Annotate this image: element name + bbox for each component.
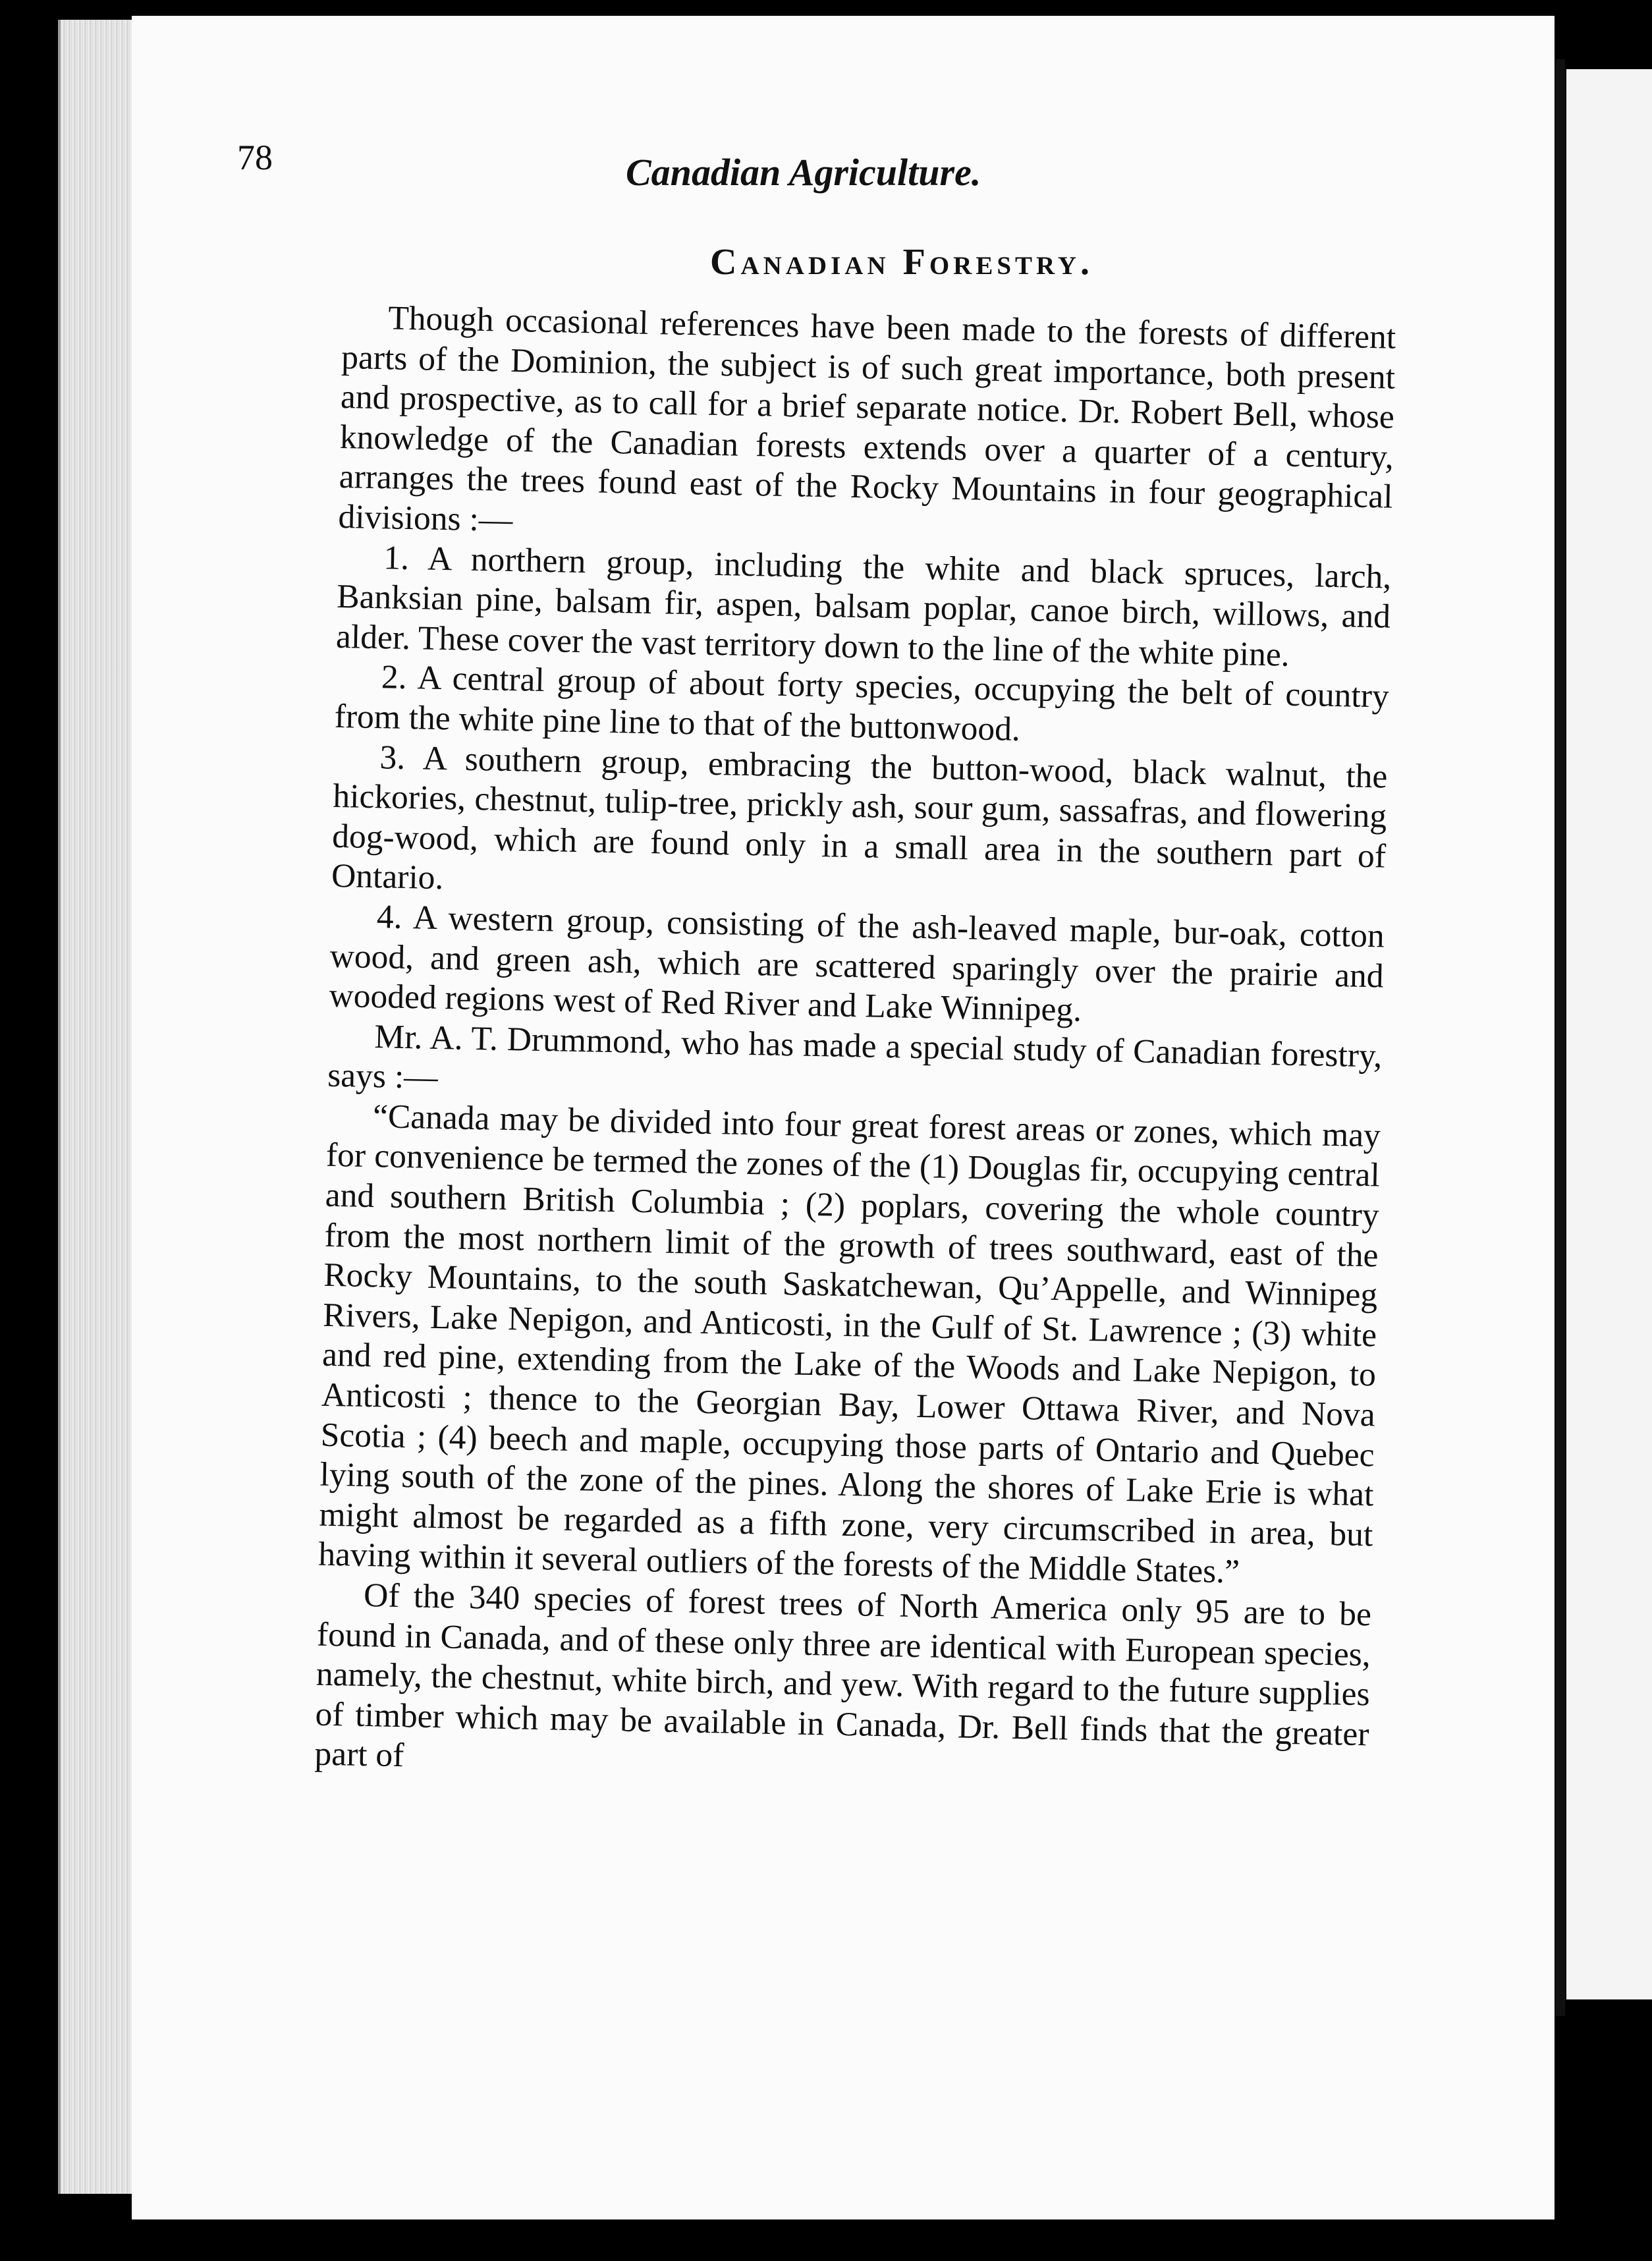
paragraph-species: Of the 340 species of forest trees of North America only 95 are to be found in Canada, and of these only three are identical with European species, namely, the chestnut, white birch, and yew. With regard to the future supplies of timber which may be available in Canada, Dr. Bell finds that the greater part of — [314, 1576, 1372, 1775]
paragraph-group-3: 3. A southern group, embracing the button-wood, black walnut, the hickories, chestnut, tulip-tree, prickly ash, sour gum, sassafras, and flowering dog-wood, which are found only in a small area in the southern part of Ontario. — [331, 738, 1388, 897]
paragraph-quotation: “Canada may be divided into four great forest areas or zones, which may for convenience be termed the zones of the (1) Douglas fir, occupying central and southern British Columbia ; (2) poplars, covering the whole country from the most northern limit of the growth of trees southward, east of the Rocky Mountains, to the south Saskatchewan, Qu’Appelle, and Winnipeg Rivers, Lake Nepigon, and Anticosti, in the Gulf of St. Lawrence ; (3) white and red pine, extending from the Lake of the Woods and Lake Nepigon, to Anticosti ; thence to the Georgian Bay, Lower Ottawa River, and Nova Scotia ; (4) beech and maple, occupying those parts of Ontario and Quebec lying south of the zone of the pines. Along the shores of Lake Erie is what might almost be regarded as a fifth zone, very circumscribed in area, but having within it several outliers of the forests of the Middle States.” — [317, 1097, 1381, 1591]
section-title: Canadian Forestry. — [710, 242, 1093, 283]
paragraph-group-1: 1. A northern group, including the white and black spruces, larch, Banksian pine, balsam fir, aspen, balsam poplar, canoe birch, willows, and alder. These cover the vast territory down to the line of the white pine. — [335, 538, 1392, 674]
facing-page-edge — [1566, 69, 1652, 1999]
page-number: 78 — [237, 138, 273, 177]
paragraph-drummond-intro: Mr. A. T. Drummond, who has made a special study of Canadian forestry, says :— — [327, 1017, 1383, 1097]
body-text — [314, 298, 1396, 1795]
facing-page-gutter — [1556, 59, 1565, 2016]
paragraph-group-2: 2. A central group of about forty species, occupying the belt of country from the white pine line to that of the buttonwood. — [334, 658, 1390, 748]
running-title: Canadian Agriculture. — [626, 151, 981, 194]
paragraph-group-4: 4. A western group, consisting of the ash-leaved maple, bur-oak, cotton wood, and green ash, which are scattered sparingly over the prairie and wooded regions west of Red River and Lake Winnipeg. — [329, 898, 1385, 1029]
paragraph-intro: Though occasional references have been made to the forests of different parts of the Dominion, the subject is of such great importance, both present and prospective, as to call for a brief separate notice. Dr. Robert Bell, whose knowledge of the Canadian forests extends over a quarter of a century, arranges the trees found east of the Rocky Mountains in four geographical divisions :— — [338, 299, 1396, 539]
page-header — [237, 137, 1093, 196]
